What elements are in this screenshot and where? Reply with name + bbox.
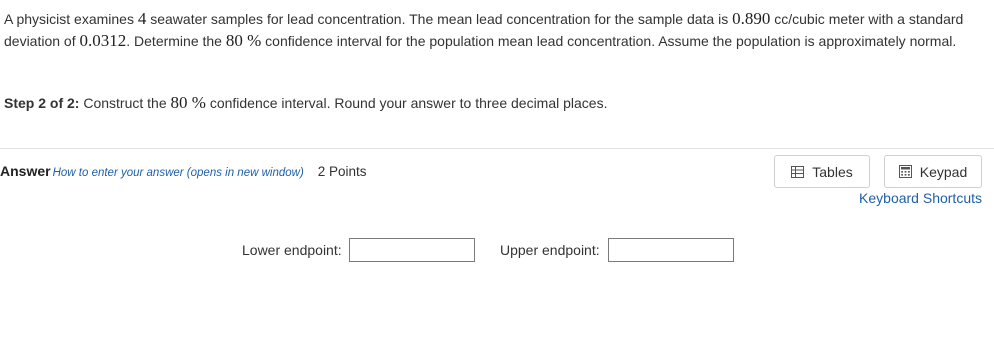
how-to-enter-link[interactable]: How to enter your answer (opens in new window) bbox=[52, 167, 304, 179]
question-part: cc/cubic meter with a standard deviation of bbox=[4, 11, 964, 49]
confidence-level: 80 % bbox=[225, 31, 262, 50]
tables-label: Tables bbox=[812, 163, 853, 180]
keypad-button[interactable] bbox=[884, 155, 982, 188]
section-divider bbox=[0, 148, 994, 149]
step-text: confidence interval. Round your answer to three decimal places. bbox=[205, 95, 608, 111]
keypad-icon bbox=[899, 165, 912, 178]
keypad-label: Keypad bbox=[919, 163, 968, 180]
step-label: Step 2 of 2: bbox=[4, 95, 80, 111]
tables-button[interactable] bbox=[774, 155, 870, 188]
sample-size: 4 bbox=[137, 9, 147, 28]
step-confidence-level: 80 % bbox=[170, 93, 206, 112]
answer-label: Answer bbox=[0, 163, 51, 179]
step-instruction bbox=[4, 92, 608, 114]
standard-deviation: 0.0312 bbox=[79, 31, 127, 50]
answer-header bbox=[0, 163, 367, 179]
question-text bbox=[4, 8, 984, 52]
question-part: confidence interval for the population mean lead concentration. Assume the population is approximately normal. bbox=[261, 33, 957, 49]
sample-mean: 0.890 bbox=[732, 9, 771, 28]
question-part: . Determine the bbox=[126, 33, 226, 49]
lower-endpoint-input[interactable] bbox=[349, 238, 475, 262]
upper-endpoint-label: Upper endpoint: bbox=[500, 242, 600, 258]
points-value: 2 Points bbox=[317, 164, 367, 179]
question-part: seawater samples for lead concentration. The mean lead concentration for the sample data is bbox=[146, 11, 733, 27]
keyboard-shortcuts-link[interactable]: Keyboard Shortcuts bbox=[859, 190, 982, 206]
table-grid-icon bbox=[791, 166, 804, 178]
upper-endpoint-input[interactable] bbox=[608, 238, 734, 262]
question-part: A physicist examines bbox=[4, 11, 138, 27]
step-text: Construct the bbox=[79, 95, 171, 111]
lower-endpoint-label: Lower endpoint: bbox=[242, 242, 342, 258]
